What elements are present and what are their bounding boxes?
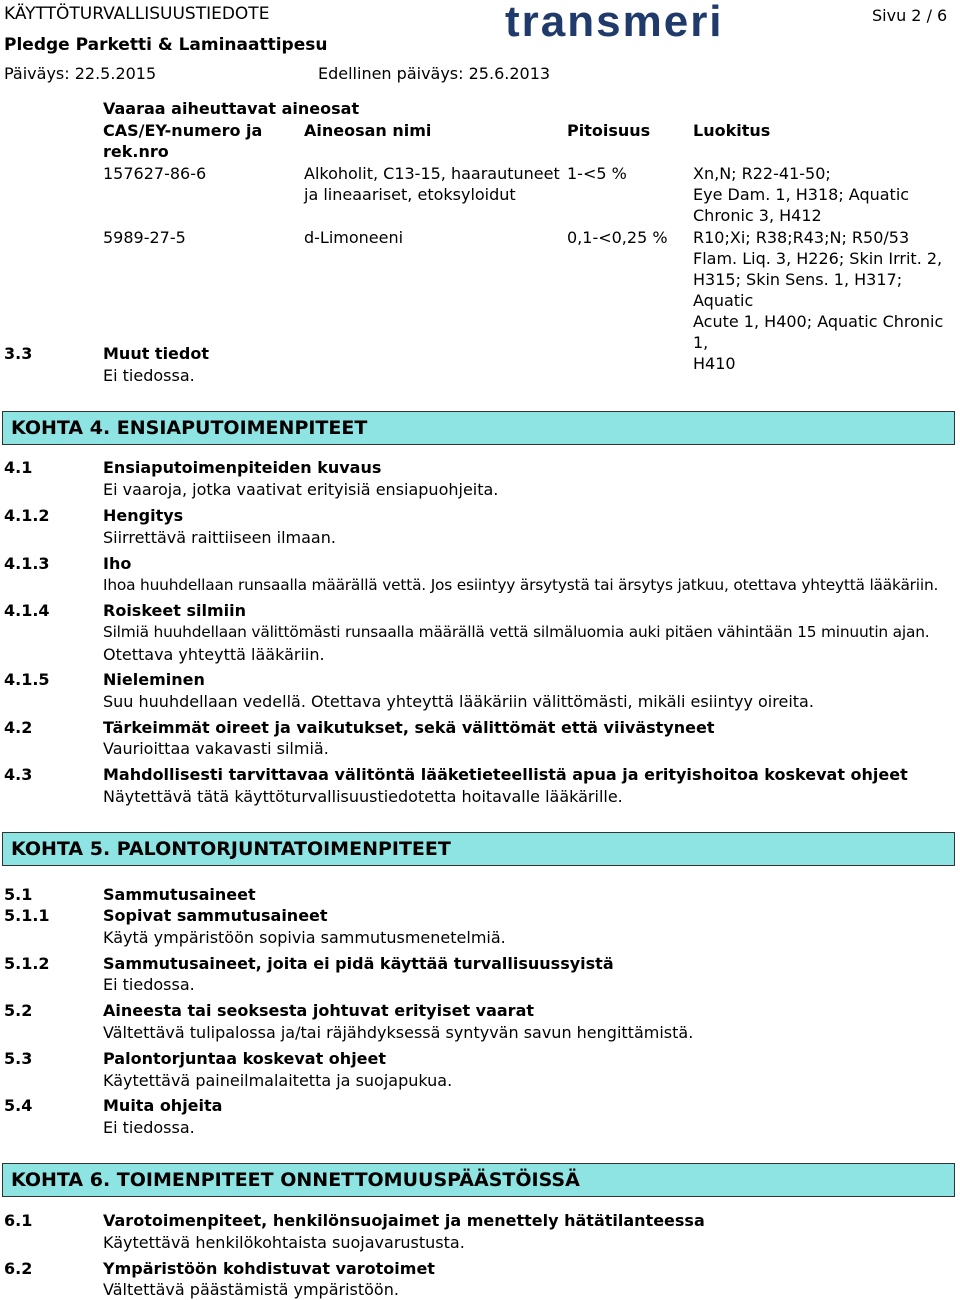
col-header-cas: CAS/EY-numero ja rek.nro xyxy=(103,121,263,161)
item-text: Ei tiedossa. xyxy=(103,1118,195,1137)
previous-date: Edellinen päiväys: 25.6.2013 xyxy=(318,64,551,83)
page-number: Sivu 2 / 6 xyxy=(872,6,948,25)
row2-classification: R10;Xi; R38;R43;N; R50/53 Flam. Liq. 3, H226; Skin Irrit. 2, H315; Skin Sens. 1, H317; Aquatic Acute 1, H400; Aquatic Chronic 1, H410 xyxy=(693,228,944,373)
item-title: Sopivat sammutusaineet xyxy=(103,906,328,925)
item-title: Hengitys xyxy=(103,506,184,525)
item-number: 5.3 xyxy=(4,1049,33,1068)
item-text: Ihoa huuhdellaan runsaalla määrällä vettä. Jos esiintyy ärsytystä tai ärsytys jatkuu, otettava yhteyttä lääkäriin. xyxy=(103,576,939,594)
item-number: 5.1.2 xyxy=(4,954,50,973)
item-title: Sammutusaineet, joita ei pidä käyttää turvallisuussyistä xyxy=(103,954,614,973)
col-header-name: Aineosan nimi xyxy=(304,121,432,140)
col-header-concentration: Pitoisuus xyxy=(567,121,651,140)
item-title: Sammutusaineet xyxy=(103,885,256,904)
row1-cas: 157627-86-6 xyxy=(103,164,207,183)
item-number: 5.1 xyxy=(4,885,33,904)
section-text: Ei tiedossa. xyxy=(103,366,195,385)
item-number: 4.2 xyxy=(4,718,33,737)
item-number: 4.1.2 xyxy=(4,506,50,525)
item-title: Ympäristöön kohdistuvat varotoimet xyxy=(103,1259,435,1278)
item-text-continued: Otettava yhteyttä lääkäriin. xyxy=(103,645,325,664)
item-title: Palontorjuntaa koskevat ohjeet xyxy=(103,1049,387,1068)
item-title: Mahdollisesti tarvittavaa välitöntä lääketieteellistä apua ja erityishoitoa koskevat ohjeet xyxy=(103,765,908,784)
item-text: Siirrettävä raittiiseen ilmaan. xyxy=(103,528,336,547)
row2-concentration: 0,1-<0,25 % xyxy=(567,228,668,247)
section-header-6: KOHTA 6. TOIMENPITEET ONNETTOMUUSPÄÄSTÖISSÄ xyxy=(2,1163,955,1197)
item-text: Silmiä huuhdellaan välittömästi runsaalla määrällä vettä silmäluomia auki pitäen vähintään 15 minuutin ajan. xyxy=(103,623,930,641)
item-title: Roiskeet silmiin xyxy=(103,601,246,620)
document-type: KÄYTTÖTURVALLISUUSTIEDOTE xyxy=(4,4,270,24)
col-header-classification: Luokitus xyxy=(693,121,771,140)
item-title: Aineesta tai seoksesta johtuvat erityiset vaarat xyxy=(103,1001,535,1020)
item-number: 5.4 xyxy=(4,1096,33,1115)
item-text: Vältettävä päästämistä ympäristöön. xyxy=(103,1280,399,1299)
row1-concentration: 1-<5 % xyxy=(567,164,627,183)
item-number: 4.1 xyxy=(4,458,33,477)
item-number: 6.2 xyxy=(4,1259,33,1278)
item-text: Ei tiedossa. xyxy=(103,975,195,994)
section-header-5: KOHTA 5. PALONTORJUNTATOIMENPITEET xyxy=(2,832,955,866)
row1-classification: Xn,N; R22-41-50; Eye Dam. 1, H318; Aquatic Chronic 3, H412 xyxy=(693,164,910,225)
section-title: Muut tiedot xyxy=(103,344,209,363)
item-text: Suu huuhdellaan vedellä. Otettava yhteyttä lääkäriin välittömästi, mikäli esiintyy oireita. xyxy=(103,692,814,711)
item-text: Näytettävä tätä käyttöturvallisuustiedotetta hoitavalle lääkärille. xyxy=(103,787,623,806)
item-title: Varotoimenpiteet, henkilönsuojaimet ja menettely hätätilanteessa xyxy=(103,1211,705,1230)
item-text: Vältettävä tulipalossa ja/tai räjähdyksessä syntyvän savun hengittämistä. xyxy=(103,1023,694,1042)
item-text: Vaurioittaa vakavasti silmiä. xyxy=(103,739,329,758)
section-header-4: KOHTA 4. ENSIAPUTOIMENPITEET xyxy=(2,411,955,445)
item-title: Nieleminen xyxy=(103,670,205,689)
row1-name: Alkoholit, C13-15, haarautuneet ja lineaariset, etoksyloidut xyxy=(304,164,560,204)
section-number: 3.3 xyxy=(4,344,33,363)
item-text: Ei vaaroja, jotka vaativat erityisiä ensiapuohjeita. xyxy=(103,480,499,499)
item-text: Käytettävä paineilmalaitetta ja suojapukua. xyxy=(103,1071,453,1090)
item-number: 5.1.1 xyxy=(4,906,50,925)
transmeri-logo: transmeri xyxy=(505,0,724,46)
item-number: 6.1 xyxy=(4,1211,33,1230)
item-number: 4.1.4 xyxy=(4,601,50,620)
item-number: 4.1.5 xyxy=(4,670,50,689)
item-title: Muita ohjeita xyxy=(103,1096,223,1115)
product-name: Pledge Parketti & Laminaattipesu xyxy=(4,35,328,55)
item-title: Iho xyxy=(103,554,132,573)
issue-date: Päiväys: 22.5.2015 xyxy=(4,64,157,83)
row2-name: d-Limoneeni xyxy=(304,228,404,247)
item-text: Käytä ympäristöön sopivia sammutusmenetelmiä. xyxy=(103,928,506,947)
item-title: Ensiaputoimenpiteiden kuvaus xyxy=(103,458,382,477)
row2-cas: 5989-27-5 xyxy=(103,228,186,247)
hazard-title: Vaaraa aiheuttavat aineosat xyxy=(103,99,360,118)
item-text: Käytettävä henkilökohtaista suojavarustusta. xyxy=(103,1233,465,1252)
item-number: 4.3 xyxy=(4,765,33,784)
item-number: 5.2 xyxy=(4,1001,33,1020)
item-number: 4.1.3 xyxy=(4,554,50,573)
item-title: Tärkeimmät oireet ja vaikutukset, sekä välittömät että viivästyneet xyxy=(103,718,715,737)
